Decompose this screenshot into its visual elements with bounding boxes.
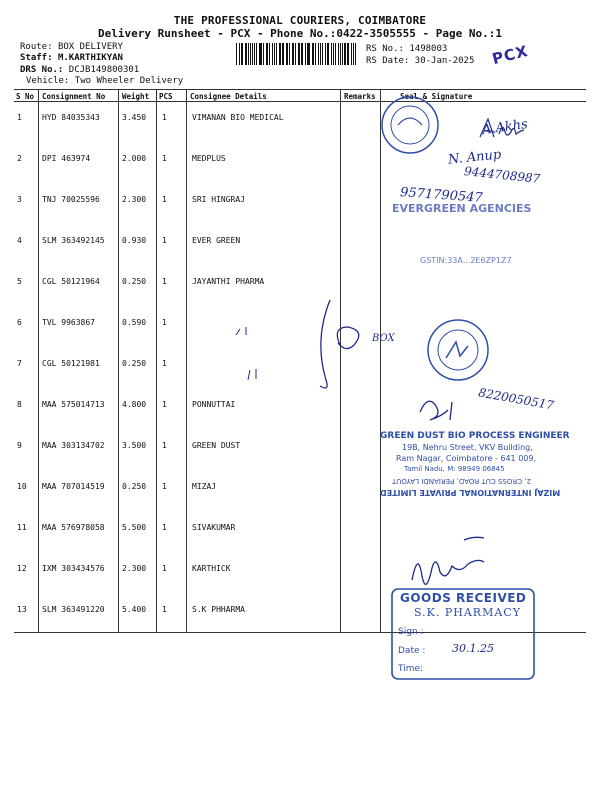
mizaj-stamp-line2: MIZAJ INTERNATIONAL PRIVATE LIMITED xyxy=(380,488,561,497)
rs-date-label: RS Date: xyxy=(366,56,410,66)
row-weight: 4.800 xyxy=(122,400,147,409)
handwriting-row2-name: N. Anup xyxy=(447,147,502,168)
pcx-stamp: PCX xyxy=(490,41,531,69)
staff-label: Staff: xyxy=(20,53,53,63)
col-header-pcs: PCS xyxy=(159,92,173,101)
row-consignment-no: MAA 576978058 xyxy=(42,523,105,532)
col-header-consignee: Consignee Details xyxy=(190,92,267,101)
row-sno: 5 xyxy=(17,277,22,286)
row-weight: 0.930 xyxy=(122,236,147,245)
runsheet-subtitle: Delivery Runsheet - PCX - Phone No.:0422-3505555 - Page No.:1 xyxy=(98,27,502,40)
row-weight: 5.500 xyxy=(122,523,147,532)
route-label: Route: xyxy=(20,42,53,52)
evergreen-stamp: EVERGREEN AGENCIES xyxy=(392,202,532,215)
row-consignee: MIZAJ xyxy=(192,482,217,491)
row-pcs: 1 xyxy=(162,236,167,245)
row-consignment-no: TVL 9963867 xyxy=(42,318,95,327)
row-consignee: GREEN DUST xyxy=(192,441,241,450)
goods-date-value: 30.1.25 xyxy=(452,642,494,655)
row-consignee: PONNUTTAI xyxy=(192,400,236,409)
row-sno: 10 xyxy=(17,482,27,491)
row-sno: 3 xyxy=(17,195,22,204)
row-consignee: SIVAKUMAR xyxy=(192,523,236,532)
green-dust-stamp-line3: Ram Nagar, Coimbatore - 641 009, xyxy=(396,454,537,463)
goods-sign-label: Sign : xyxy=(398,627,424,637)
route-value: BOX DELIVERY xyxy=(57,42,123,52)
handwriting-row1: A.Akhs xyxy=(481,116,529,139)
row-consignee: JAYANTHI PHARMA xyxy=(192,277,265,286)
signature-row8 xyxy=(420,401,452,420)
round-stamp-row6 xyxy=(428,320,488,380)
handwriting-row2-phone: 9444708987 xyxy=(463,164,541,186)
row-sno: 13 xyxy=(17,605,27,614)
row-pcs: 1 xyxy=(162,605,167,614)
row-pcs: 1 xyxy=(162,318,167,327)
col-header-consignment: Consignment No xyxy=(42,92,106,101)
row-sno: 12 xyxy=(17,564,27,573)
row-sno: 2 xyxy=(17,154,22,163)
goods-received-title: GOODS RECEIVED xyxy=(400,591,527,605)
goods-time-label: Time: xyxy=(398,664,424,674)
row-consignment-no: MAA 707014519 xyxy=(42,482,105,491)
row-pcs: 1 xyxy=(162,400,167,409)
row-pcs: 1 xyxy=(162,564,167,573)
row-weight: 2.300 xyxy=(122,564,147,573)
row-sno: 6 xyxy=(17,318,22,327)
goods-received-name: S.K. PHARMACY xyxy=(414,606,521,619)
row-sno: 11 xyxy=(17,523,27,532)
drs-label: DRS No.: xyxy=(20,65,64,75)
evergreen-gstin: GSTIN:33A...2E6ZP1Z7 xyxy=(420,256,512,265)
row-weight: 2.300 xyxy=(122,195,147,204)
drs-value: DCJB149800301 xyxy=(68,65,140,75)
row-sno: 9 xyxy=(17,441,22,450)
row-consignment-no: CGL 50121964 xyxy=(42,277,100,286)
row-sno: 8 xyxy=(17,400,22,409)
row-sno: 4 xyxy=(17,236,22,245)
row-weight: 3.500 xyxy=(122,441,147,450)
row-consignment-no: MAA 575014713 xyxy=(42,400,105,409)
row-consignment-no: SLM 363492145 xyxy=(42,236,105,245)
row-consignment-no: DPI 463974 xyxy=(42,154,91,163)
row-pcs: 1 xyxy=(162,482,167,491)
vehicle-value: Two Wheeler Delivery xyxy=(74,76,184,86)
row-consignee: S.K PHHARMA xyxy=(192,605,245,614)
row-consignee: KARTHICK xyxy=(192,564,231,573)
green-dust-stamp-line2: 19B, Nehru Street, VKV Building, xyxy=(402,443,533,452)
col-header-sno: S No xyxy=(16,92,35,101)
row-consignment-no: CGL 50121981 xyxy=(42,359,100,368)
green-dust-stamp-line1: GREEN DUST BIO PROCESS ENGINEER xyxy=(380,431,570,441)
row-pcs: 1 xyxy=(162,277,167,286)
rs-no-value: 1498003 xyxy=(409,44,448,54)
handwriting-row3-phone: 9571790547 xyxy=(399,185,484,206)
row-pcs: 1 xyxy=(162,523,167,532)
signature-row6 xyxy=(320,300,359,388)
col-header-remarks: Remarks xyxy=(344,92,376,101)
row-consignment-no: TNJ 70025596 xyxy=(42,195,100,204)
company-title: THE PROFESSIONAL COURIERS, COIMBATORE xyxy=(173,14,427,27)
row-weight: 2.000 xyxy=(122,154,147,163)
row-consignee: MEDPLUS xyxy=(192,154,226,163)
row-weight: 0.250 xyxy=(122,482,147,491)
row-consignment-no: MAA 303134702 xyxy=(42,441,105,450)
rs-no-label: RS No.: xyxy=(366,44,404,54)
row-pcs: 1 xyxy=(162,113,167,122)
staff-value: M.KARTHIKYAN xyxy=(57,53,123,63)
rs-date-value: 30-Jan-2025 xyxy=(414,56,475,66)
row-weight: 0.250 xyxy=(122,359,147,368)
row-consignment-no: SLM 363491220 xyxy=(42,605,105,614)
signature-row12 xyxy=(412,537,484,584)
row-pcs: 1 xyxy=(162,195,167,204)
tick-row6 xyxy=(236,327,246,335)
row-weight: 5.400 xyxy=(122,605,147,614)
row-sno: 1 xyxy=(17,113,22,122)
handwriting-row8-phone: 8220050517 xyxy=(477,385,555,413)
row-weight: 3.450 xyxy=(122,113,147,122)
row-consignee: SRI HINGRAJ xyxy=(192,195,245,204)
row-weight: 0.590 xyxy=(122,318,147,327)
row-pcs: 1 xyxy=(162,359,167,368)
row-consignee: EVER GREEN xyxy=(192,236,241,245)
handwriting-row6-box: BOX xyxy=(372,333,395,344)
row-pcs: 1 xyxy=(162,441,167,450)
green-dust-stamp-line4: Tamil Nadu, M: 98949 06845 xyxy=(404,465,505,473)
mizaj-stamp-line1: 2, CROSS CUT ROAD, PERIANDI LAYOUT xyxy=(392,477,532,485)
row-consignee: VIMANAN BIO MEDICAL xyxy=(192,113,284,122)
row-pcs: 1 xyxy=(162,154,167,163)
col-header-weight: Weight xyxy=(122,92,150,101)
round-stamp-row1 xyxy=(382,97,438,153)
row-weight: 0.250 xyxy=(122,277,147,286)
col-header-seal: Seal & Signature xyxy=(400,92,473,101)
row-consignment-no: HYD 84035343 xyxy=(42,113,100,122)
goods-date-label: Date : xyxy=(398,646,426,656)
row-consignment-no: IXM 303434576 xyxy=(42,564,105,573)
row-sno: 7 xyxy=(17,359,22,368)
vehicle-label: Vehicle: xyxy=(26,76,70,86)
tick-row7 xyxy=(248,369,256,380)
